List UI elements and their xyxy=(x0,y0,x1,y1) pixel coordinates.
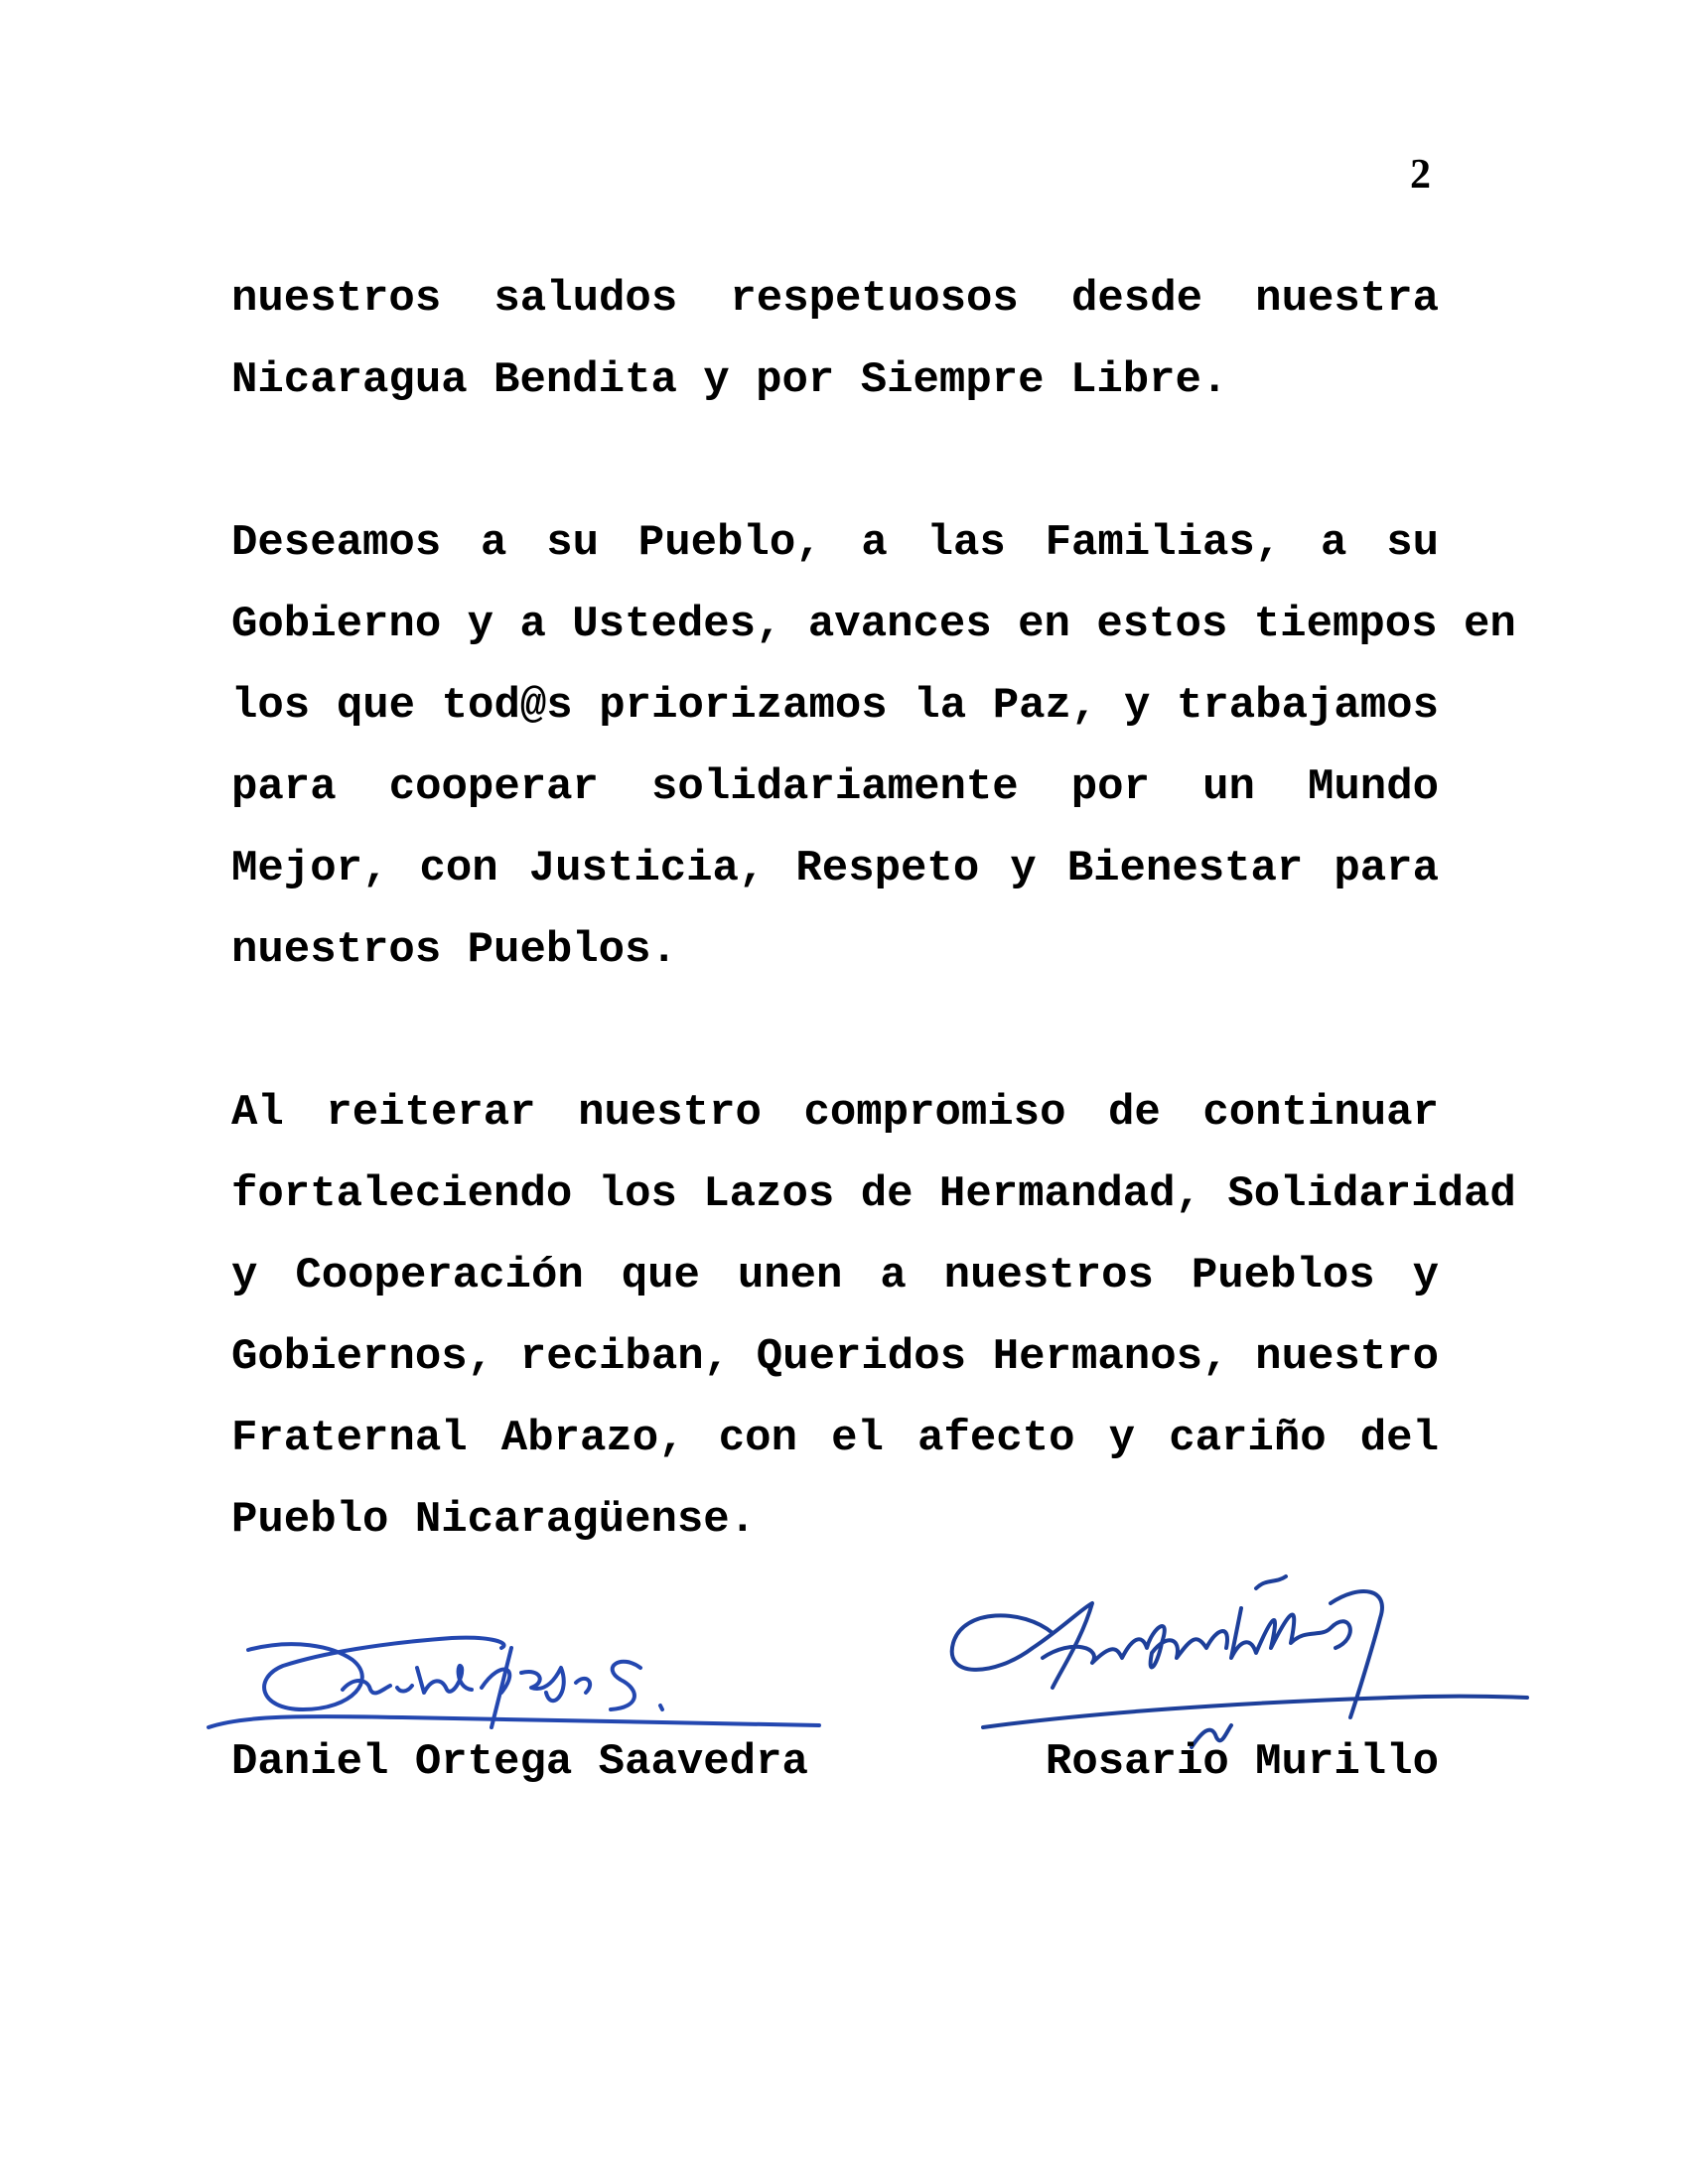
letter-body xyxy=(231,258,1516,1561)
signatory-name: Daniel Ortega Saavedra xyxy=(231,1737,808,1787)
text-line: Pueblo Nicaragüense. xyxy=(231,1495,757,1545)
text-line: los que tod@s priorizamos la Paz, y trabajamos xyxy=(231,681,1439,731)
text-line: Al reiterar nuestro compromiso de continuar xyxy=(231,1088,1439,1138)
paragraph-2 xyxy=(231,502,1516,991)
paragraph-1 xyxy=(231,258,1439,421)
text-line: Nicaragua Bendita y por Siempre Libre. xyxy=(231,355,1228,405)
text-line: nuestros Pueblos. xyxy=(231,925,677,975)
signature-rosario-murillo xyxy=(943,1549,1539,1747)
text-line: fortaleciendo los Lazos de Hermandad, Solidaridad xyxy=(231,1169,1516,1219)
signatory-name: Rosario Murillo xyxy=(1045,1737,1439,1787)
text-line: Gobiernos, reciban, Queridos Hermanos, nuestro xyxy=(231,1332,1439,1382)
text-line: Mejor, con Justicia, Respeto y Bienestar para xyxy=(231,844,1439,893)
text-line: para cooperar solidariamente por un Mundo xyxy=(231,762,1439,812)
text-line: Gobierno y a Ustedes, avances en estos tiempos en xyxy=(231,600,1516,649)
paragraph-3 xyxy=(231,1072,1516,1561)
text-line: Fraternal Abrazo, con el afecto y cariño del xyxy=(231,1414,1439,1463)
page-number: 2 xyxy=(1410,152,1431,198)
signature-daniel-ortega xyxy=(204,1598,849,1737)
text-line: nuestros saludos respetuosos desde nuestra xyxy=(231,274,1439,324)
text-line: Deseamos a su Pueblo, a las Familias, a su xyxy=(231,518,1439,568)
text-line: y Cooperación que unen a nuestros Pueblos y xyxy=(231,1251,1439,1300)
